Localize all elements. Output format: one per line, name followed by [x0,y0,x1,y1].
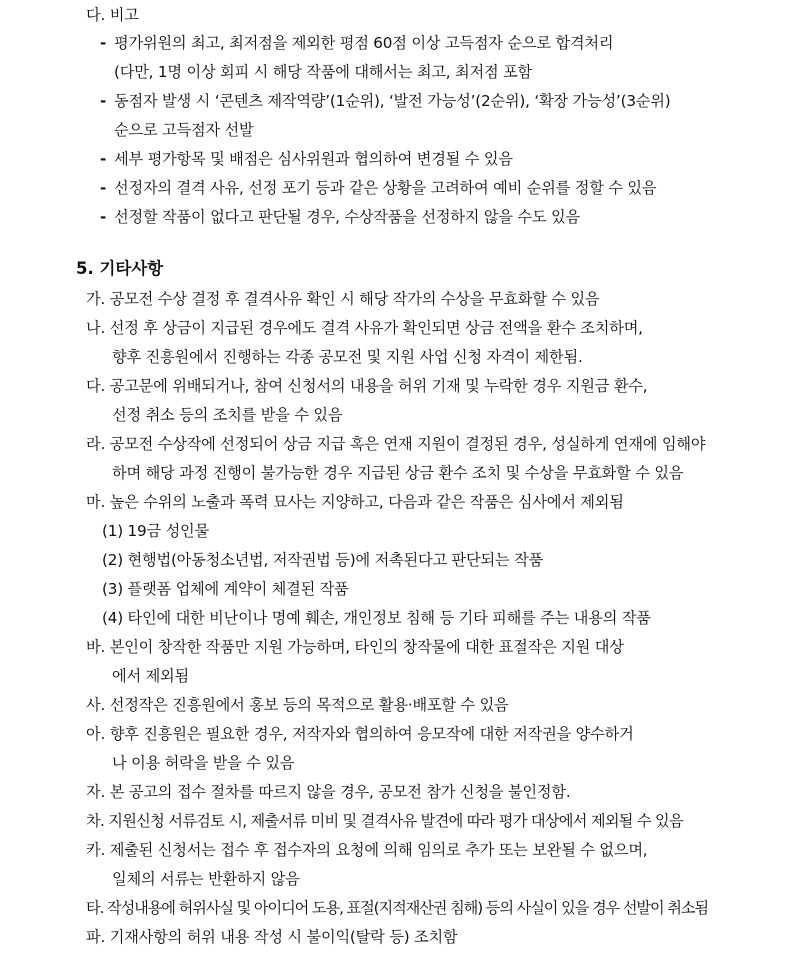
list-item: 아. 향후 진흥원은 필요한 경우, 저작자와 협의하여 응모작에 대한 저작권을 양수하거 [86,725,634,743]
bullet-continuation: (다만, 1명 이상 회피 시 해당 작품에 대해서는 최고, 최저점 포함 [114,63,533,81]
section-c-title: 다. 비고 [86,6,139,24]
bullet-item: - 선정할 작품이 없다고 판단될 경우, 수상작품을 선정하지 않을 수도 있음 [100,208,580,226]
dash-bullet-icon: - [100,208,107,226]
list-item: 사. 선정작은 진흥원에서 홍보 등의 목적으로 활용·배포할 수 있음 [86,696,509,714]
dash-bullet-icon: - [100,150,107,168]
list-item: 자. 본 공고의 접수 절차를 따르지 않을 경우, 공모전 참가 신청을 불인정함. [86,783,571,801]
list-item: 타. 작성내용에 허위사실 및 아이디어 도용, 표절(지적재산권 침해) 등의 사실이 있을 경우 선발이 취소됨 [86,899,708,917]
sub-list-item: (4) 타인에 대한 비난이나 명예 훼손, 개인정보 침해 등 기타 피해를 주는 내용의 작품 [102,609,651,627]
bullet-continuation: 순으로 고득점자 선발 [114,121,254,139]
list-item: 바. 본인이 창작한 작품만 지원 가능하며, 타인의 창작물에 대한 표절작은 지원 대상 [86,638,624,656]
dash-bullet-icon: - [100,179,107,197]
sub-list-item: (2) 현행법(아동청소년법, 저작권법 등)에 저촉된다고 판단되는 작품 [102,551,544,569]
list-item-continuation: 향후 진흥원에서 진행하는 각종 공모전 및 지원 사업 신청 자격이 제한됨. [112,348,583,366]
bullet-item: - 동점자 발생 시 ‘콘텐츠 제작역량’(1순위), ‘발전 가능성’(2순위), ‘확장 가능성’(3순위) [100,92,671,110]
list-item: 파. 기재사항의 허위 내용 작성 시 불이익(탈락 등) 조치함 [86,928,458,946]
dash-bullet-icon: - [100,34,107,52]
sub-list-item: (3) 플랫폼 업체에 계약이 체결된 작품 [102,580,349,598]
bullet-item: - 선정자의 결격 사유, 선정 포기 등과 같은 상황을 고려하여 예비 순위를 정할 수 있음 [100,179,657,197]
sub-list-item: (1) 19금 성인물 [102,522,209,540]
list-item-continuation: 에서 제외됨 [112,667,189,685]
list-item: 마. 높은 수위의 노출과 폭력 묘사는 지양하고, 다음과 같은 작품은 심사에서 제외됨 [86,493,624,511]
dash-bullet-icon: - [100,92,107,110]
list-item: 다. 공고문에 위배되거나, 참여 신청서의 내용을 허위 기재 및 누락한 경우 지원금 환수, [86,377,648,395]
section-5-heading: 5. 기타사항 [76,259,164,278]
list-item: 차. 지원신청 서류검토 시, 제출서류 미비 및 결격사유 발견에 따라 평가 대상에서 제외될 수 있음 [86,812,683,830]
list-item-continuation: 선정 취소 등의 조치를 받을 수 있음 [112,406,343,424]
list-item: 가. 공모전 수상 결정 후 결격사유 확인 시 해당 작가의 수상을 무효화할 수 있음 [86,290,600,308]
bullet-item: - 평가위원의 최고, 최저점을 제외한 평점 60점 이상 고득점자 순으로 합격처리 [100,34,614,52]
list-item: 카. 제출된 신청서는 접수 후 접수자의 요청에 의해 임의로 추가 또는 보완될 수 없으며, [86,841,648,859]
list-item-continuation: 나 이용 허락을 받을 수 있음 [112,754,295,772]
list-item: 라. 공모전 수상작에 선정되어 상금 지급 혹은 연재 지원이 결정된 경우, 성실하게 연재에 임해야 [86,435,706,453]
list-item-continuation: 일체의 서류는 반환하지 않음 [112,870,300,888]
list-item: 나. 선정 후 상금이 지급된 경우에도 결격 사유가 확인되면 상금 전액을 환수 조치하며, [86,319,643,337]
list-item-continuation: 하며 해당 과정 진행이 불가능한 경우 지급된 상금 환수 조치 및 수상을 무효화할 수 있음 [112,464,684,482]
bullet-item: - 세부 평가항목 및 배점은 심사위원과 협의하여 변경될 수 있음 [100,150,513,168]
